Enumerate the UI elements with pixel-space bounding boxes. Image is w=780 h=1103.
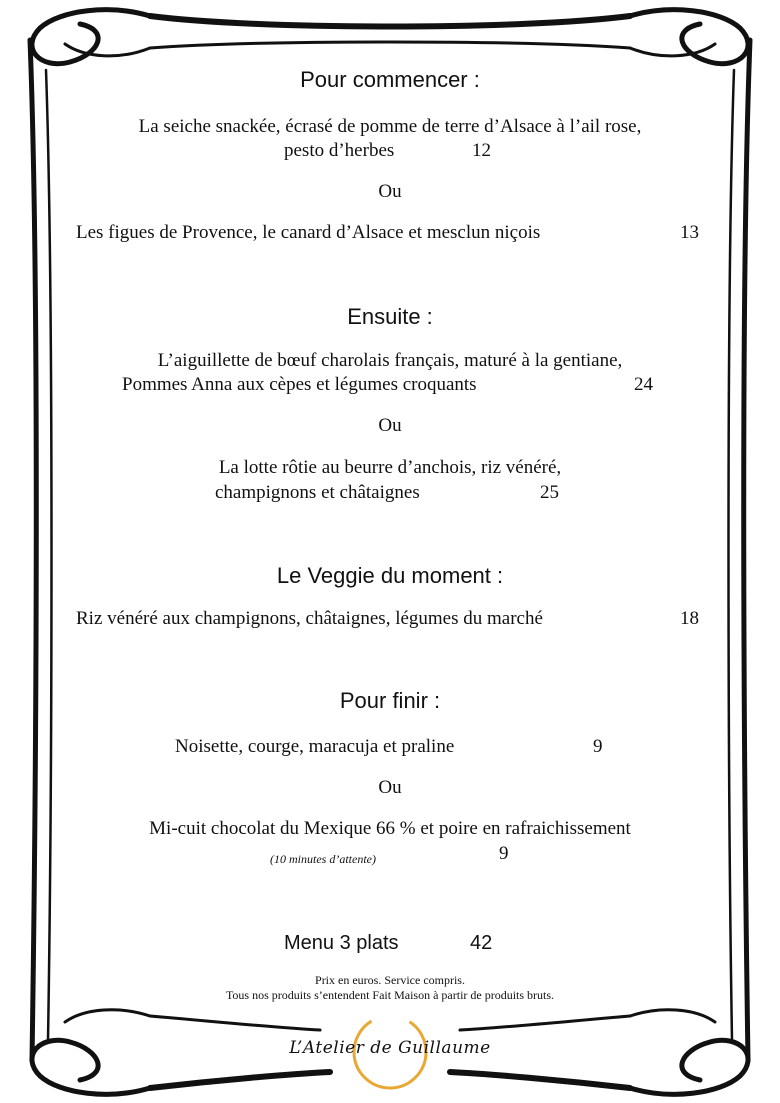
starter-1-price: 12 xyxy=(472,140,491,161)
veggie-1-price: 18 xyxy=(680,608,699,629)
main-2-line-1: La lotte rôtie au beurre d’anchois, riz vénéré, xyxy=(218,457,562,478)
starter-1-line-1: La seiche snackée, écrasé de pomme de terre d’Alsace à l’ail rose, xyxy=(138,116,642,137)
main-1-price: 24 xyxy=(634,374,653,395)
logo: L’Atelier de Guillaume xyxy=(289,1038,491,1058)
footer-line-2: Tous nos produits s’entendent Fait Maison à partir de produits bruts. xyxy=(225,988,555,1002)
dessert-1: Noisette, courge, maracuja et praline xyxy=(175,736,455,757)
section-heading-mains: Ensuite : xyxy=(347,304,433,329)
menu-price: 42 xyxy=(470,932,493,954)
dessert-2-wait-note: (10 minutes d’attente) xyxy=(270,852,376,866)
starter-2: Les figues de Provence, le canard d’Alsace et mesclun niçois xyxy=(76,222,541,243)
menu-label: Menu 3 plats xyxy=(284,932,399,954)
starter-1-line-2: pesto d’herbes xyxy=(284,140,395,161)
or-separator: Ou xyxy=(378,777,402,798)
or-separator: Ou xyxy=(378,181,402,202)
section-heading-veggie: Le Veggie du moment : xyxy=(276,563,504,588)
dessert-1-price: 9 xyxy=(593,736,603,757)
main-1-line-2: Pommes Anna aux cèpes et légumes croquants xyxy=(122,374,477,395)
dessert-2-line-1: Mi-cuit chocolat du Mexique 66 % et poire en rafraichissement xyxy=(149,818,631,839)
main-1-line-1: L’aiguillette de bœuf charolais français, maturé à la gentiane, xyxy=(157,350,623,371)
starter-2-price: 13 xyxy=(680,222,699,243)
dessert-2-price: 9 xyxy=(499,843,509,864)
section-heading-starters: Pour commencer : xyxy=(300,67,480,92)
veggie-1: Riz vénéré aux champignons, châtaignes, légumes du marché xyxy=(76,608,543,629)
footer-line-1: Prix en euros. Service compris. xyxy=(315,973,465,987)
or-separator: Ou xyxy=(378,415,402,436)
section-heading-desserts: Pour finir : xyxy=(339,688,441,713)
main-2-price: 25 xyxy=(540,482,559,503)
main-2-line-2: champignons et châtaignes xyxy=(215,482,420,503)
